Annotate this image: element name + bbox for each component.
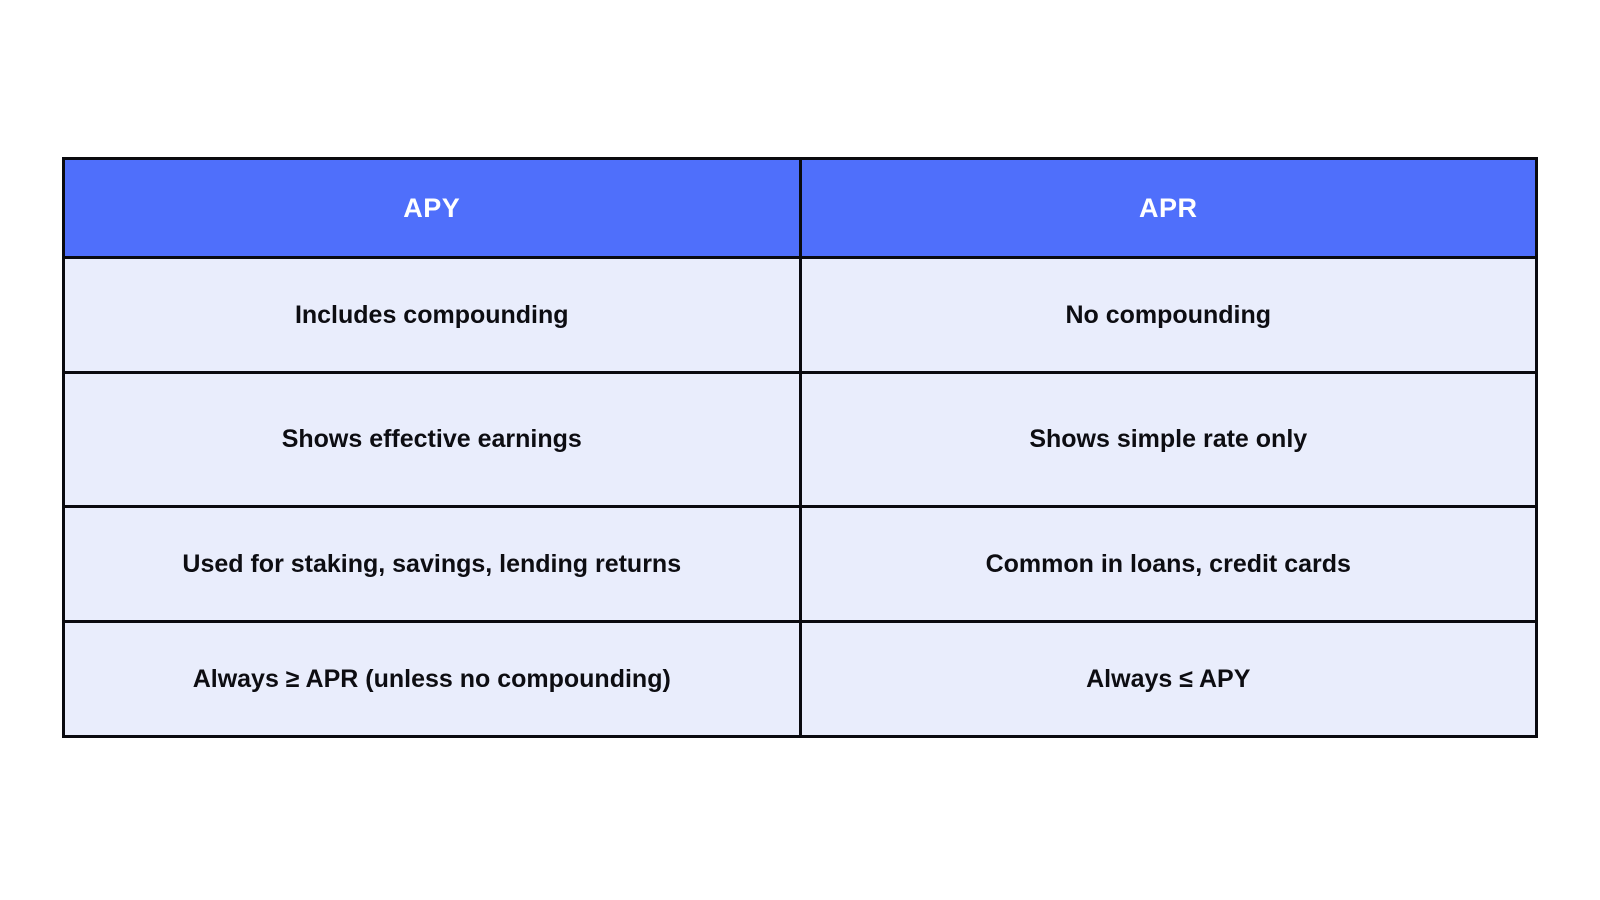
table-cell-apr-relation: Always ≤ APY [802, 623, 1536, 735]
table-cell-apy-compounding: Includes compounding [65, 259, 799, 371]
table-cell-apy-earnings: Shows effective earnings [65, 374, 799, 505]
table-cell-apr-compounding: No compounding [802, 259, 1536, 371]
table-cell-apr-usage: Common in loans, credit cards [802, 508, 1536, 620]
apy-apr-comparison-table [62, 157, 1538, 738]
column-header-apr: APR [802, 160, 1536, 256]
column-header-apy: APY [65, 160, 799, 256]
table-cell-apy-usage: Used for staking, savings, lending returns [65, 508, 799, 620]
table-cell-apr-rate: Shows simple rate only [802, 374, 1536, 505]
table-cell-apy-relation: Always ≥ APR (unless no compounding) [65, 623, 799, 735]
